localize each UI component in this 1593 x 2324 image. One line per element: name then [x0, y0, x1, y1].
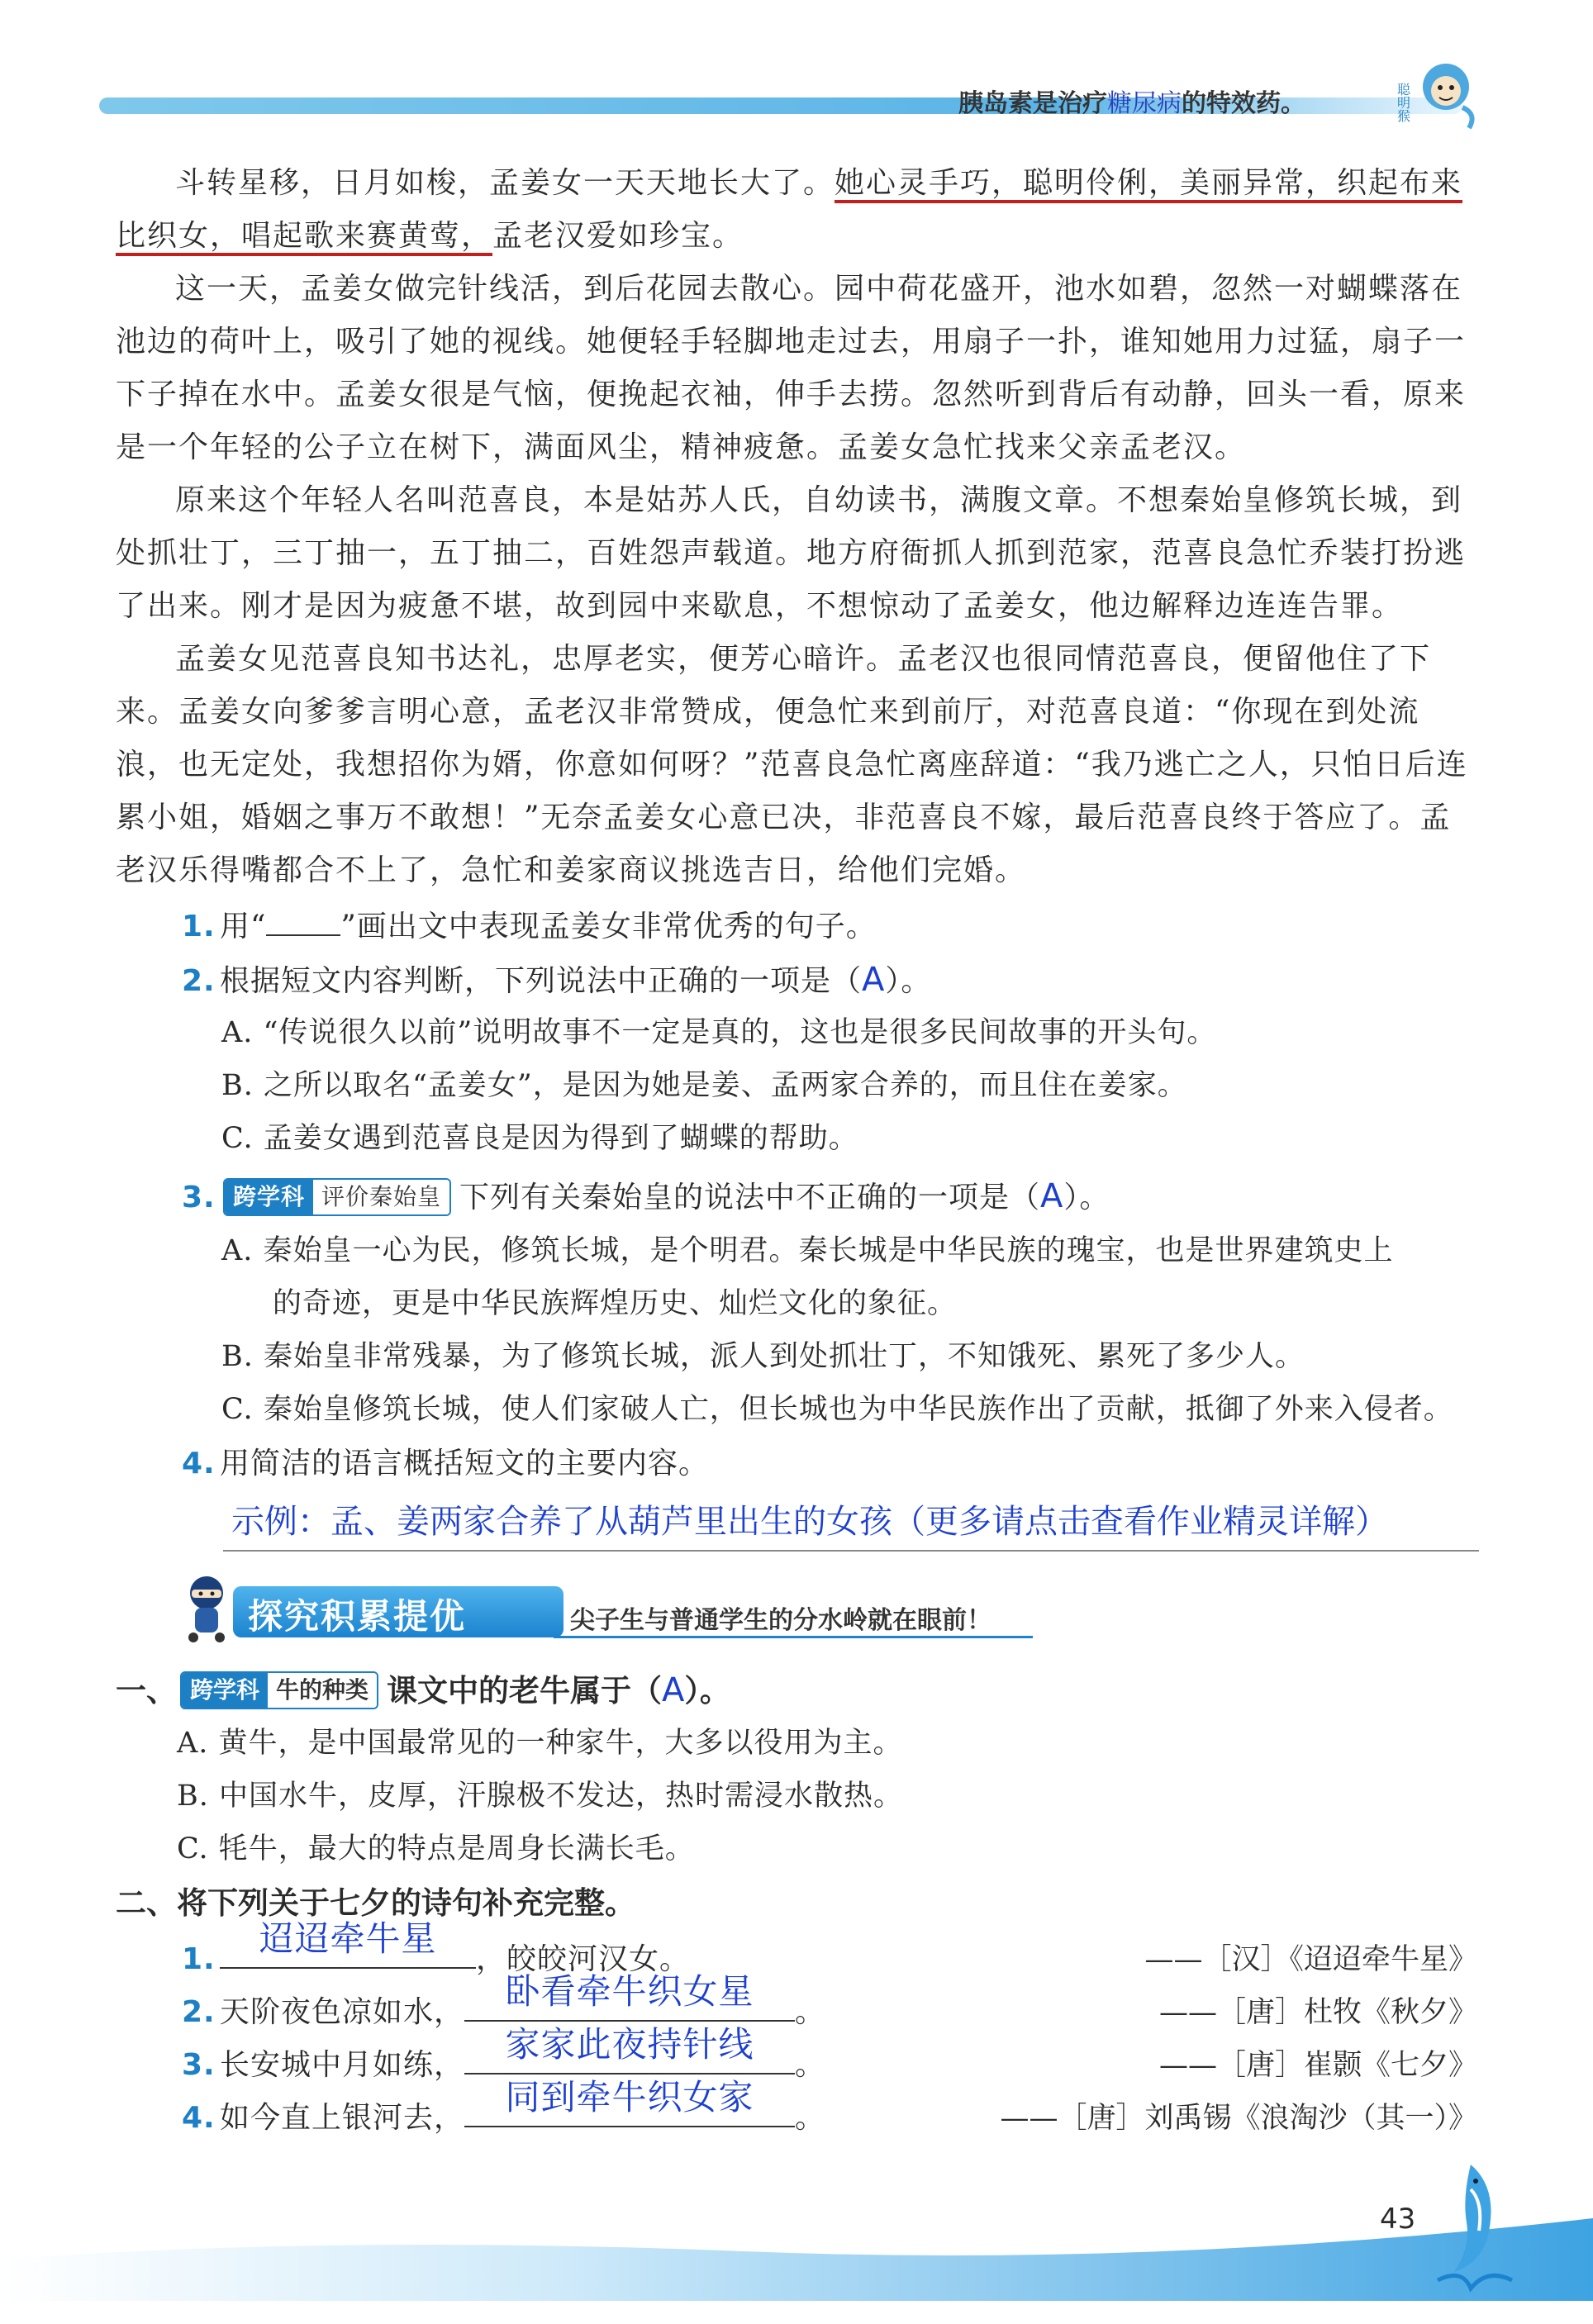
poem-answer: 家家此夜持针线: [505, 2024, 754, 2065]
passage-paragraph-2: 这一天，孟姜女做完针线活，到后花园去散心。园中荷花盛开，池水如碧，忽然一对蝴蝶落在池边的荷叶上，吸引了她的视线。她便轻手轻脚地走过去，用扇子一扑，谁知她用力过猛，扇子一下子掉在水中。孟姜女很是气恼，便挽起衣袖，伸手去捞。忽然听到背后有动静，回头一看，原来是一个年轻的公子立在树下，满面风尘，精神疲惫。孟姜女急忙找来父亲孟老汉。: [116, 272, 1467, 464]
dolphin-icon: [1421, 2156, 1520, 2297]
option-c: C. 秦始皇修筑长城，使人们家破人亡，但长城也为中华民族作出了贡献，抵御了外来入侵者。: [221, 1393, 1453, 1426]
option-b: B. 之所以取名“孟姜女”，是因为她是姜、孟两家合养的，而且住在姜家。: [221, 1069, 1187, 1102]
passage-paragraph-4: 孟姜女见范喜良知书达礼，忠厚老实，便芳心暗许。孟老汉也很同情范喜良，便留他住了下来。孟姜女向爹爹言明心意，孟老汉非常赞成，便急忙来到前厅，对范喜良道：“你现在到处流浪，也无定处，我想招你为婿，你意如何呀？”范喜良急忙离座辞道：“我乃逃亡之人，只怕日后连累小姐，婚姻之事万不敢想！”无奈孟姜女心意已决，非范喜良不嫁，最后范喜良终于答应了。孟老汉乐得嘴都合不上了，急忙和姜家商议挑选吉日，给他们完婚。: [116, 642, 1468, 887]
paragraph-1-lead: 斗转星移，日月如梭，孟姜女一天天地长大了。: [175, 166, 835, 200]
poem-answer: 同到牵牛织女家: [505, 2077, 754, 2117]
poem-text: ，皎皎河汉女。: [476, 1942, 691, 1976]
question-2: [182, 953, 1487, 1008]
poem-blank: [464, 2024, 795, 2074]
cross-subject-tag: [180, 1671, 378, 1709]
option-a: A. 黄牛，是中国最常见的一种家牛，大多以役用为主。: [177, 1727, 903, 1760]
question-number: 2.: [182, 964, 216, 998]
option-c: C. 牦牛，最大的特点是周身长满长毛。: [177, 1832, 695, 1865]
poem-end: 。: [795, 2101, 826, 2135]
tag-label: 跨学科: [182, 1673, 268, 1708]
question-number: 3.: [182, 2048, 216, 2082]
underlined-sentence: 她心灵手巧，聪明伶俐，美丽异常，织起布来比织女，唱起歌来赛黄莺，: [116, 166, 1462, 256]
answer-underline: [223, 1550, 1479, 1552]
question-text: 根据短文内容判断，下列说法中正确的一项是（: [220, 964, 863, 998]
question-text: 下列有关秦始皇的说法中不正确的一项是（: [459, 1181, 1041, 1214]
question-text: 用简洁的语言概括短文的主要内容。: [220, 1447, 710, 1480]
question-text: 用“: [220, 910, 267, 943]
header-tip-text: 胰岛素是治疗: [958, 89, 1107, 118]
option-c: C. 孟姜女遇到范喜良是因为得到了蝴蝶的帮助。: [221, 1122, 858, 1155]
answer-choice: A: [662, 1671, 685, 1709]
question-number: 2.: [182, 1995, 216, 2029]
question-4-answer: 示例：孟、姜两家合养了从葫芦里出生的女孩（更多请点击查看作业精灵详解）: [231, 1503, 1388, 1541]
question-number: 3.: [182, 1181, 216, 1214]
ninja-mascot-icon: [174, 1570, 240, 1644]
option-a: A. 秦始皇一心为民，修筑长城，是个明君。秦长城是中华民族的瑰宝，也是世界建筑史上: [221, 1234, 1394, 1267]
option-a: A. “传说很久以前”说明故事不一定是真的，这也是很多民间故事的开头句。: [221, 1016, 1217, 1049]
section-banner-title: 探究积累提优: [248, 1596, 467, 1637]
question-number: 4.: [182, 2101, 216, 2135]
part-1-question: [116, 1664, 730, 1718]
cross-subject-tag: [223, 1178, 451, 1216]
tag-topic: 评价秦始皇: [313, 1180, 449, 1214]
question-4: [182, 1438, 1487, 1490]
question-number: 4.: [182, 1447, 216, 1480]
answer-choice: A: [862, 961, 886, 999]
poem-end: 。: [795, 1995, 826, 2029]
monkey-mascot-icon: [1388, 50, 1479, 132]
underline-sample: [266, 910, 340, 936]
footer-wave: [0, 2202, 1593, 2301]
header-tip-end: 的特效药。: [1182, 89, 1305, 118]
question-text: 课文中的老牛属于（: [387, 1673, 663, 1709]
page-number: 43: [1380, 2203, 1416, 2236]
passage-paragraph-3: 原来这个年轻人名叫范喜良，本是姑苏人氏，自幼读书，满腹文章。不想秦始皇修筑长城，到处抓壮丁，三丁抽一，五丁抽二，百姓怨声载道。地方府衙抓人抓到范家，范喜良急忙乔装打扮逃了出来。刚才是因为疲惫不堪，故到园中来歇息，不想惊动了孟姜女，他边解释边连连告罪。: [116, 483, 1467, 623]
option-a-continued: 的奇迹，更是中华民族辉煌历史、灿烂文化的象征。: [273, 1287, 958, 1320]
part-label: 一、: [116, 1673, 177, 1709]
poem-source-3: ——［唐］崔颢《七夕》: [1158, 2049, 1477, 2082]
header-tip-highlight: 糖尿病: [1107, 89, 1182, 118]
question-1: [182, 901, 1487, 953]
paragraph-1-end: 孟老汉爱如珍宝。: [492, 219, 744, 253]
poem-answer: 卧看牵牛织女星: [505, 1971, 754, 2012]
poem-text: 长安城中月如练，: [220, 2048, 465, 2082]
question-close: ）。: [885, 964, 932, 998]
question-close: ）。: [684, 1673, 730, 1709]
poem-source-2: ——［唐］杜牧《秋夕》: [1158, 1996, 1477, 2029]
poem-source-1: ——［汉］《迢迢牵牛星》: [1144, 1943, 1477, 1976]
tag-label: 跨学科: [225, 1180, 313, 1214]
poem-end: 。: [795, 2048, 826, 2082]
poem-text: 天阶夜色凉如水，: [220, 1995, 465, 2029]
question-3: [182, 1170, 1487, 1224]
question-close: ）。: [1063, 1181, 1110, 1214]
part-2-title: 二、将下列关于七夕的诗句补充完整。: [116, 1885, 635, 1921]
banner-underline: [554, 1636, 1033, 1638]
header-tip: [958, 83, 1305, 119]
poem-answer: 迢迢牵牛星: [259, 1918, 437, 1959]
poem-source-4: ——［唐］刘禹锡《浪淘沙（其一）》: [1000, 2102, 1477, 2135]
question-number: 1.: [182, 910, 216, 943]
section-banner-subtitle: 尖子生与普通学生的分水岭就在眼前！: [570, 1606, 991, 1635]
option-b: B. 中国水牛，皮厚，汗腺极不发达，热时需浸水散热。: [177, 1780, 903, 1813]
poem-blank: [464, 1971, 795, 2022]
poem-text: 如今直上银河去，: [220, 2101, 465, 2135]
question-text: ”画出文中表现孟姜女非常优秀的句子。: [340, 910, 877, 943]
tag-topic: 牛的种类: [268, 1673, 377, 1708]
poem-blank: [220, 1918, 476, 1969]
question-number: 1.: [182, 1942, 216, 1976]
mascot-label: 聪明猴: [1395, 83, 1411, 122]
passage-paragraph-1: [116, 157, 1479, 263]
option-b: B. 秦始皇非常残暴，为了修筑长城，派人到处抓壮丁，不知饿死、累死了多少人。: [221, 1340, 1305, 1373]
answer-choice: A: [1040, 1177, 1064, 1215]
poem-blank: [464, 2077, 795, 2127]
